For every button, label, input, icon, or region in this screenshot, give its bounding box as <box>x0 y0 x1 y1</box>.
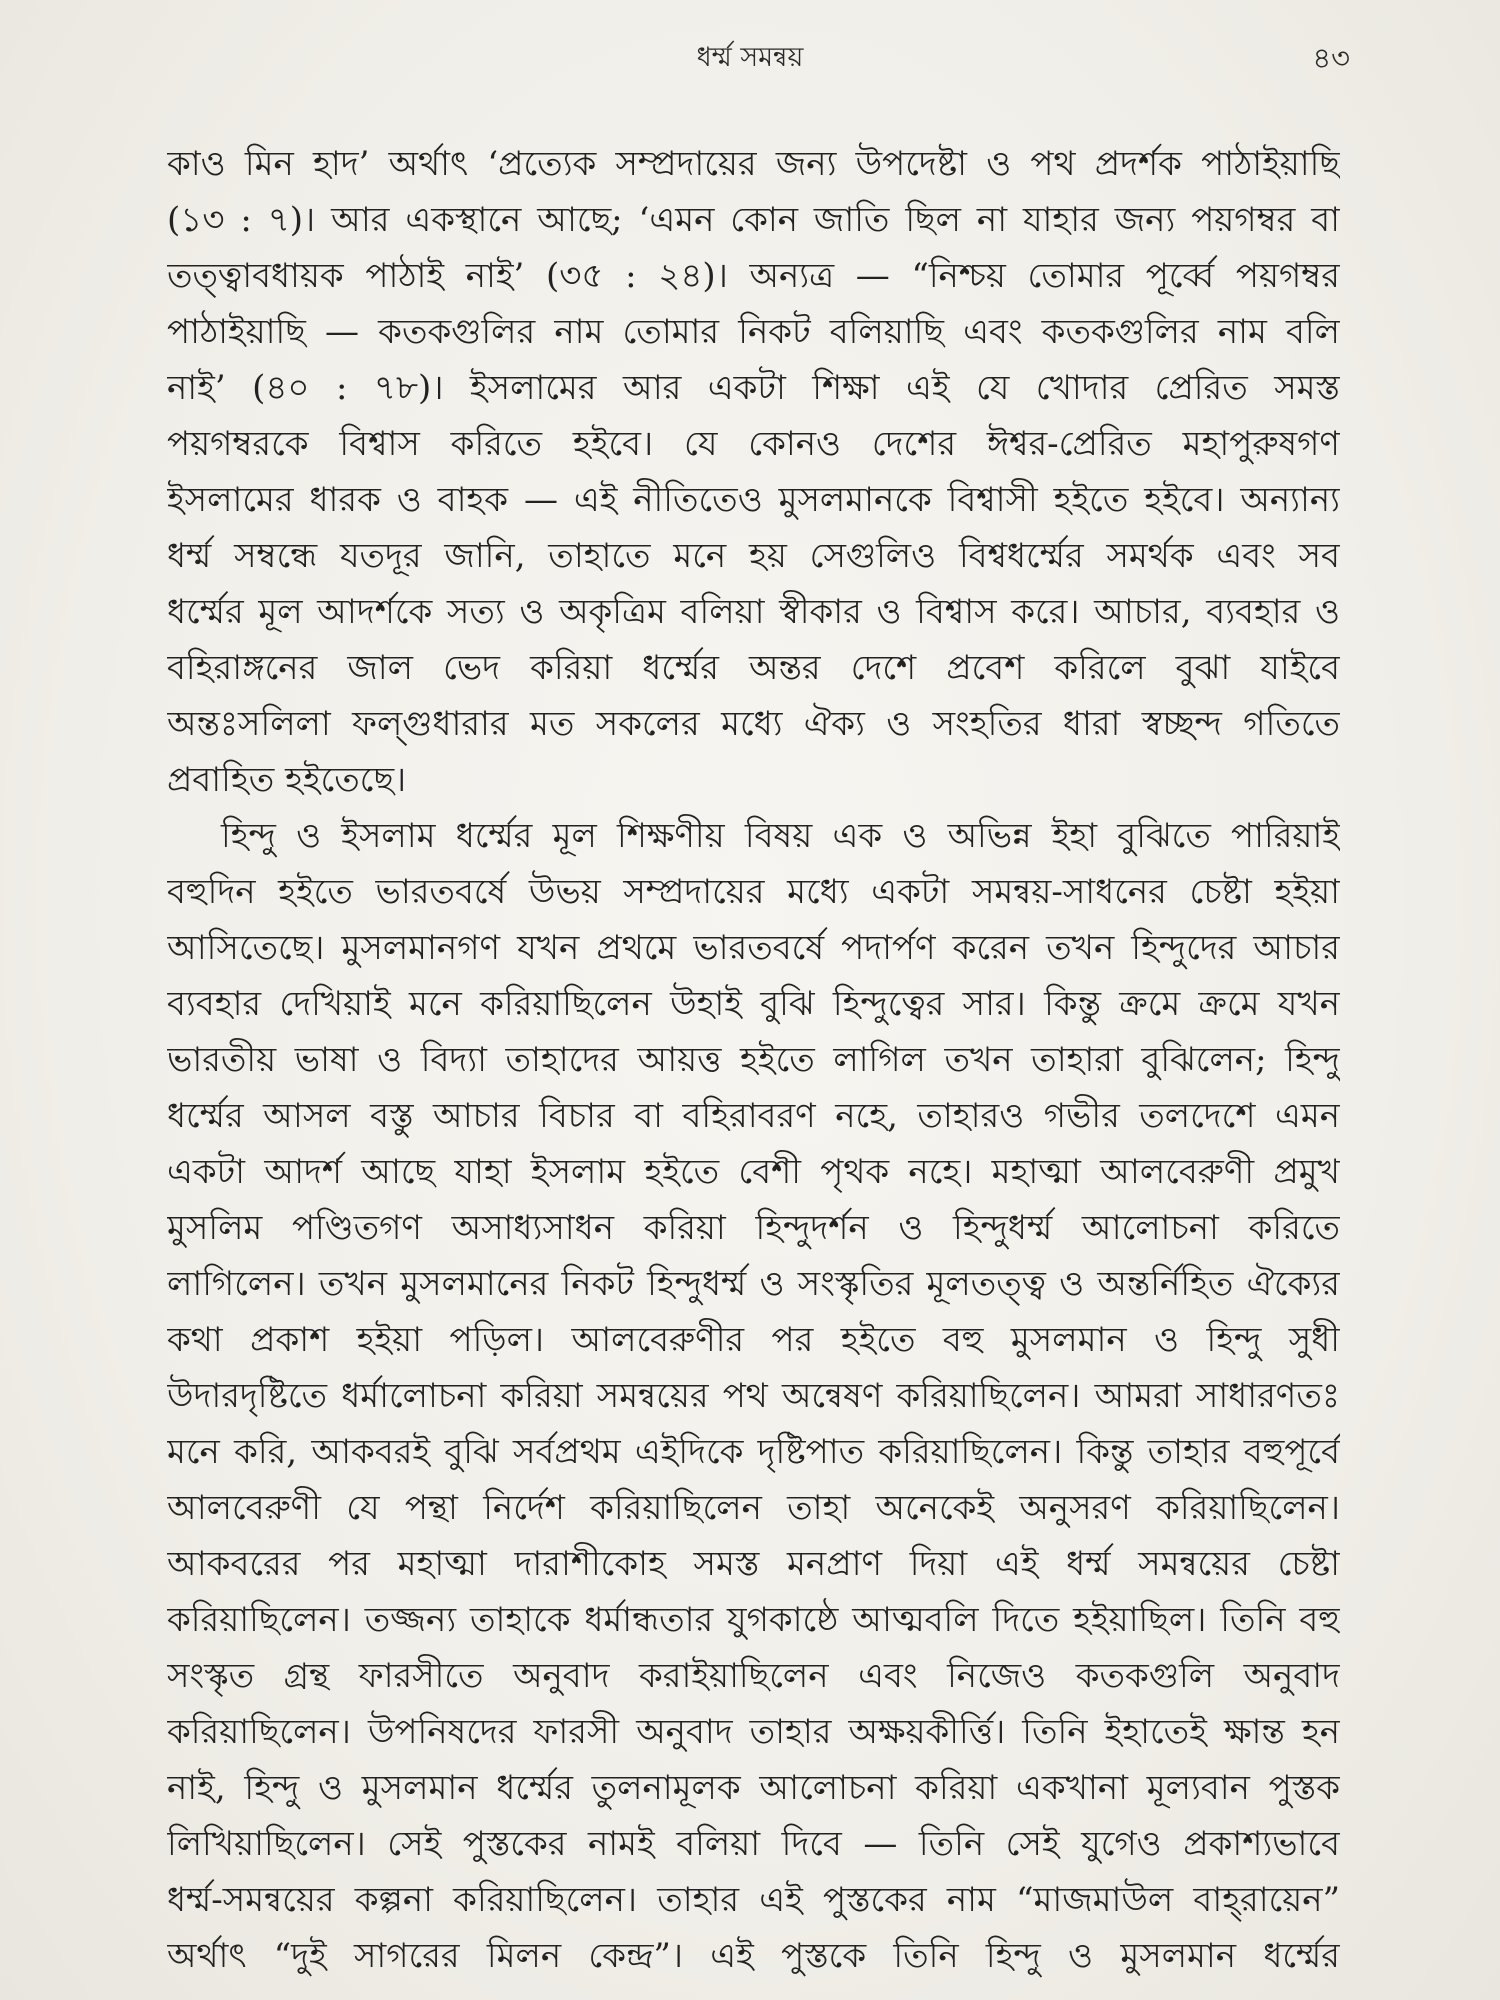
text-line: ইসলামের ধারক ও বাহক — এই নীতিতেও মুসলমানকে বিশ্বাসী হইতে হইবে। অন্যান্য <box>167 480 1340 520</box>
text-line: নাই, হিন্দু ও মুসলমান ধর্ম্মের তুলনামূলক আলোচনা করিয়া একখানা মূল্যবান পুস্তক <box>167 1768 1340 1808</box>
text-line: করিয়াছিলেন। তজ্জন্য তাহাকে ধর্মান্ধতার যুগকাষ্ঠে আত্মবলি দিতে হইয়াছিল। তিনি বহু <box>167 1600 1340 1640</box>
text-line: একটা আদর্শ আছে যাহা ইসলাম হইতে বেশী পৃথক নহে। মহাত্মা আলবেরুণী প্রমুখ <box>167 1152 1340 1192</box>
paragraph-1 <box>167 136 1340 808</box>
text-line: আকবরের পর মহাত্মা দারাশীকোহ সমস্ত মনপ্রাণ দিয়া এই ধর্ম্ম সমন্বয়ের চেষ্টা <box>167 1544 1340 1584</box>
text-line: ধর্ম্ম-সমন্বয়ের কল্পনা করিয়াছিলেন। তাহার এই পুস্তকের নাম “মাজমাউল বাহ্‌রায়েন” <box>167 1880 1340 1920</box>
text-line: পাঠাইয়াছি — কতকগুলির নাম তোমার নিকট বলিয়াছি এবং কতকগুলির নাম বলি <box>167 312 1340 352</box>
text-line: মনে করি, আকবরই বুঝি সর্বপ্রথম এইদিকে দৃষ্টিপাত করিয়াছিলেন। কিন্তু তাহার বহুপূর্বে <box>167 1432 1340 1472</box>
body-text <box>167 136 1340 1984</box>
text-line: বহিরাঙ্গনের জাল ভেদ করিয়া ধর্ম্মের অন্তর দেশে প্রবেশ করিলে বুঝা যাইবে <box>167 648 1340 688</box>
text-line: লাগিলেন। তখন মুসলমানের নিকট হিন্দুধর্ম্ম ও সংস্কৃতির মূলতত্ত্ব ও অন্তর্নিহিত ঐক্যের <box>167 1264 1340 1304</box>
paragraph-2 <box>167 808 1340 1984</box>
text-line: তত্ত্বাবধায়ক পাঠাই নাই’ (৩৫ : ২৪)। অন্যত্র — “নিশ্চয় তোমার পূর্ব্বে পয়গম্বর <box>167 256 1340 296</box>
text-line: সংস্কৃত গ্রন্থ ফারসীতে অনুবাদ করাইয়াছিলেন এবং নিজেও কতকগুলি অনুবাদ <box>167 1656 1340 1696</box>
text-line: বহুদিন হইতে ভারতবর্ষে উভয় সম্প্রদায়ের মধ্যে একটা সমন্বয়-সাধনের চেষ্টা হইয়া <box>167 872 1340 912</box>
text-line: ব্যবহার দেখিয়াই মনে করিয়াছিলেন উহাই বুঝি হিন্দুত্বের সার। কিন্তু ক্রমে ক্রমে যখন <box>167 984 1340 1024</box>
text-line: মুসলিম পণ্ডিতগণ অসাধ্যসাধন করিয়া হিন্দুদর্শন ও হিন্দুধর্ম্ম আলোচনা করিতে <box>167 1208 1340 1248</box>
text-line: ধর্ম্ম সম্বন্ধে যতদূর জানি, তাহাতে মনে হয় সেগুলিও বিশ্বধর্ম্মের সমর্থক এবং সব <box>167 536 1340 576</box>
text-line: অর্থাৎ “দুই সাগরের মিলন কেন্দ্র”। এই পুস্তকে তিনি হিন্দু ও মুসলমান ধর্ম্মের <box>167 1936 1340 1976</box>
text-line: করিয়াছিলেন। উপনিষদের ফারসী অনুবাদ তাহার অক্ষয়কীর্ত্তি। তিনি ইহাতেই ক্ষান্ত হন <box>167 1712 1340 1752</box>
text-line: হিন্দু ও ইসলাম ধর্ম্মের মূল শিক্ষণীয় বিষয় এক ও অভিন্ন ইহা বুঝিতে পারিয়াই <box>221 816 1340 856</box>
page-number: ৪৩ <box>1312 41 1350 75</box>
running-head <box>0 38 1500 78</box>
text-line: প্রবাহিত হইতেছে। <box>167 760 407 800</box>
text-line: কথা প্রকাশ হইয়া পড়িল। আলবেরুণীর পর হইতে বহু মুসলমান ও হিন্দু সুধী <box>167 1320 1340 1360</box>
text-line: লিখিয়াছিলেন। সেই পুস্তকের নামই বলিয়া দিবে — তিনি সেই যুগেও প্রকাশ্যভাবে <box>167 1824 1340 1864</box>
text-line: কাও মিন হাদ’ অর্থাৎ ‘প্রত্যেক সম্প্রদায়ের জন্য উপদেষ্টা ও পথ প্রদর্শক পাঠাইয়াছি <box>167 144 1340 184</box>
text-line: উদারদৃষ্টিতে ধর্মালোচনা করিয়া সমন্বয়ের পথ অন্বেষণ করিয়াছিলেন। আমরা সাধারণতঃ <box>167 1376 1340 1416</box>
text-line: ধর্ম্মের মূল আদর্শকে সত্য ও অকৃত্রিম বলিয়া স্বীকার ও বিশ্বাস করে। আচার, ব্যবহার ও <box>167 592 1340 632</box>
text-line: ভারতীয় ভাষা ও বিদ্যা তাহাদের আয়ত্ত হইতে লাগিল তখন তাহারা বুঝিলেন; হিন্দু <box>167 1040 1340 1080</box>
text-line: আলবেরুণী যে পন্থা নির্দেশ করিয়াছিলেন তাহা অনেকেই অনুসরণ করিয়াছিলেন। <box>167 1488 1340 1528</box>
text-line: আসিতেছে। মুসলমানগণ যখন প্রথমে ভারতবর্ষে পদার্পণ করেন তখন হিন্দুদের আচার <box>167 928 1340 968</box>
text-line: নাই’ (৪০ : ৭৮)। ইসলামের আর একটা শিক্ষা এই যে খোদার প্রেরিত সমস্ত <box>167 368 1340 408</box>
text-line: (১৩ : ৭)। আর একস্থানে আছে; ‘এমন কোন জাতি ছিল না যাহার জন্য পয়গম্বর বা <box>167 200 1340 240</box>
running-title: ধর্ম্ম সমন্বয় <box>696 42 804 73</box>
text-line: পয়গম্বরকে বিশ্বাস করিতে হইবে। যে কোনও দেশের ঈশ্বর-প্রেরিত মহাপুরুষগণ <box>167 424 1340 464</box>
text-line: অন্তঃসলিলা ফল্গুধারার মত সকলের মধ্যে ঐক্য ও সংহতির ধারা স্বচ্ছন্দ গতিতে <box>167 704 1340 744</box>
text-line: ধর্ম্মের আসল বস্তু আচার বিচার বা বহিরাবরণ নহে, তাহারও গভীর তলদেশে এমন <box>167 1096 1340 1136</box>
